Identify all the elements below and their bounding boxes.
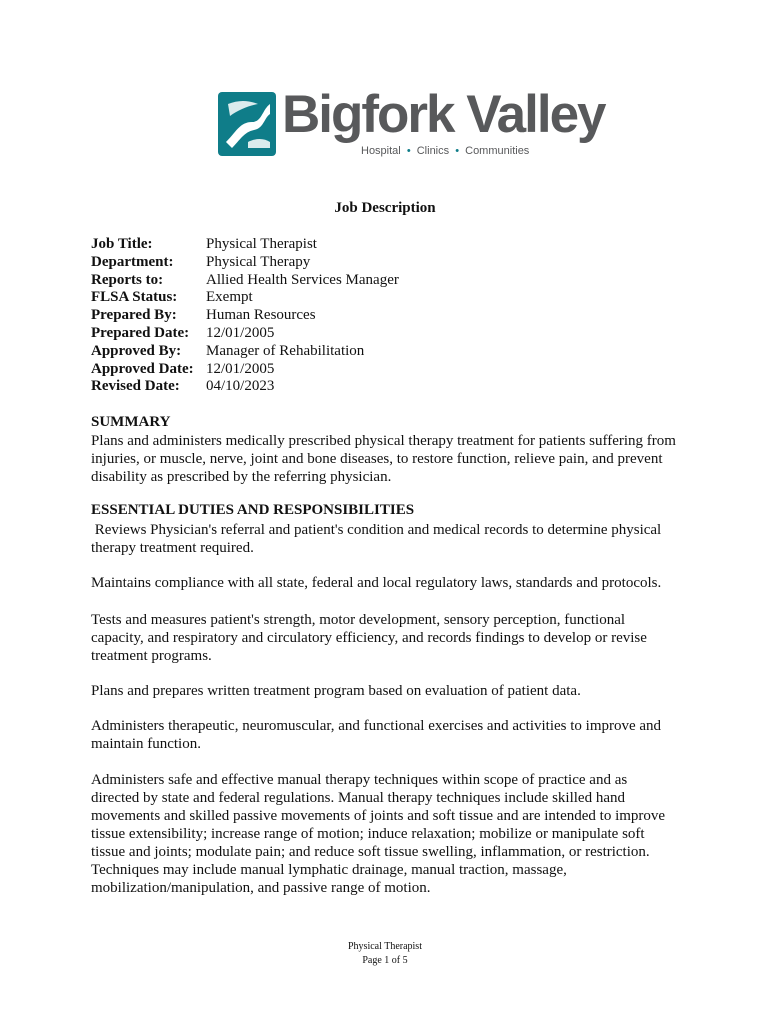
logo-mark-icon: [218, 92, 276, 156]
field-label: Department:: [91, 253, 174, 270]
footer-document-name: Physical Therapist: [348, 941, 422, 952]
duty-item: Plans and prepares written treatment program based on evaluation of patient data.: [91, 683, 581, 699]
duty-item: Maintains compliance with all state, federal and local regulatory laws, standards and protocols.: [91, 575, 662, 591]
tagline-separator: •: [455, 145, 460, 157]
duty-item: Administers safe and effective manual therapy techniques within scope of practice and as directed by state and federal regulations. Manual therapy techniques include skilled hand movements and skilled passive movements of joints and soft tissue and are intended to improve tissue extensibility; increase range of motion; induce relaxation; mobilize or manipulate soft tissue and joints; modulate pain; and reduce soft tissue swelling, inflammation, or restriction. Techniques may include manual lymphatic drainage, manual traction, massage, mobilization/manipulation, and passive range of motion.: [91, 772, 666, 896]
field-label: Job Title:: [91, 236, 153, 252]
field-row-prepared-by: [91, 307, 399, 325]
field-label: Prepared By:: [91, 307, 177, 324]
field-label: FLSA Status:: [91, 289, 178, 306]
field-value: 04/10/2023: [206, 378, 275, 395]
field-row-approved-by: [91, 343, 399, 361]
field-row-prepared-date: [91, 325, 399, 343]
duty-item: Reviews Physician's referral and patient's condition and medical records to determine physical therapy treatment required.: [91, 522, 665, 556]
job-fields: [91, 236, 399, 396]
field-value: 12/01/2005: [206, 360, 275, 377]
tagline-hospital: Hospital: [361, 145, 401, 157]
summary-heading: SUMMARY: [91, 414, 171, 430]
footer-page-number: Page 1 of 5: [362, 955, 408, 966]
duty-item: Tests and measures patient's strength, motor development, sensory perception, functional capacity, and respiratory and circulatory efficiency, and records findings to develop or revise treatment programs.: [91, 612, 647, 664]
duty-item: Administers therapeutic, neuromuscular, and functional exercises and activities to improve and maintain function.: [91, 718, 662, 752]
summary-text: Plans and administers medically prescribed physical therapy treatment for patients suffering from injuries, or muscle, nerve, joint and bone diseases, to restore function, relieve pain, and prevent disability as prescribed by the referring physician.: [91, 433, 676, 485]
field-value: Human Resources: [206, 307, 316, 324]
logo-tagline: [361, 145, 529, 157]
field-label: Reports to:: [91, 271, 164, 288]
field-value: Allied Health Services Manager: [206, 271, 399, 288]
field-row-department: [91, 254, 399, 272]
logo-name: Bigfork Valley: [282, 85, 605, 144]
tagline-separator: •: [406, 145, 411, 157]
field-value: Physical Therapy: [206, 253, 311, 270]
field-label: Approved By:: [91, 342, 182, 359]
field-row-job-title: [91, 236, 399, 254]
field-row-revised-date: [91, 378, 399, 396]
field-label: Approved Date:: [91, 360, 194, 377]
duties-heading: ESSENTIAL DUTIES AND RESPONSIBILITIES: [91, 502, 415, 518]
bigfork-valley-logo: [218, 85, 605, 160]
field-label: Prepared Date:: [91, 324, 190, 341]
field-row-reports-to: [91, 272, 399, 290]
field-value: Physical Therapist: [206, 236, 317, 252]
field-row-flsa-status: [91, 289, 399, 307]
field-value: Exempt: [206, 289, 253, 306]
field-value: Manager of Rehabilitation: [206, 342, 365, 359]
tagline-communities: Communities: [465, 145, 530, 157]
tagline-clinics: Clinics: [416, 145, 450, 157]
document-title: Job Description: [334, 200, 436, 216]
field-row-approved-date: [91, 361, 399, 379]
field-label: Revised Date:: [91, 378, 180, 395]
page-footer: [0, 940, 770, 968]
field-value: 12/01/2005: [206, 324, 275, 341]
